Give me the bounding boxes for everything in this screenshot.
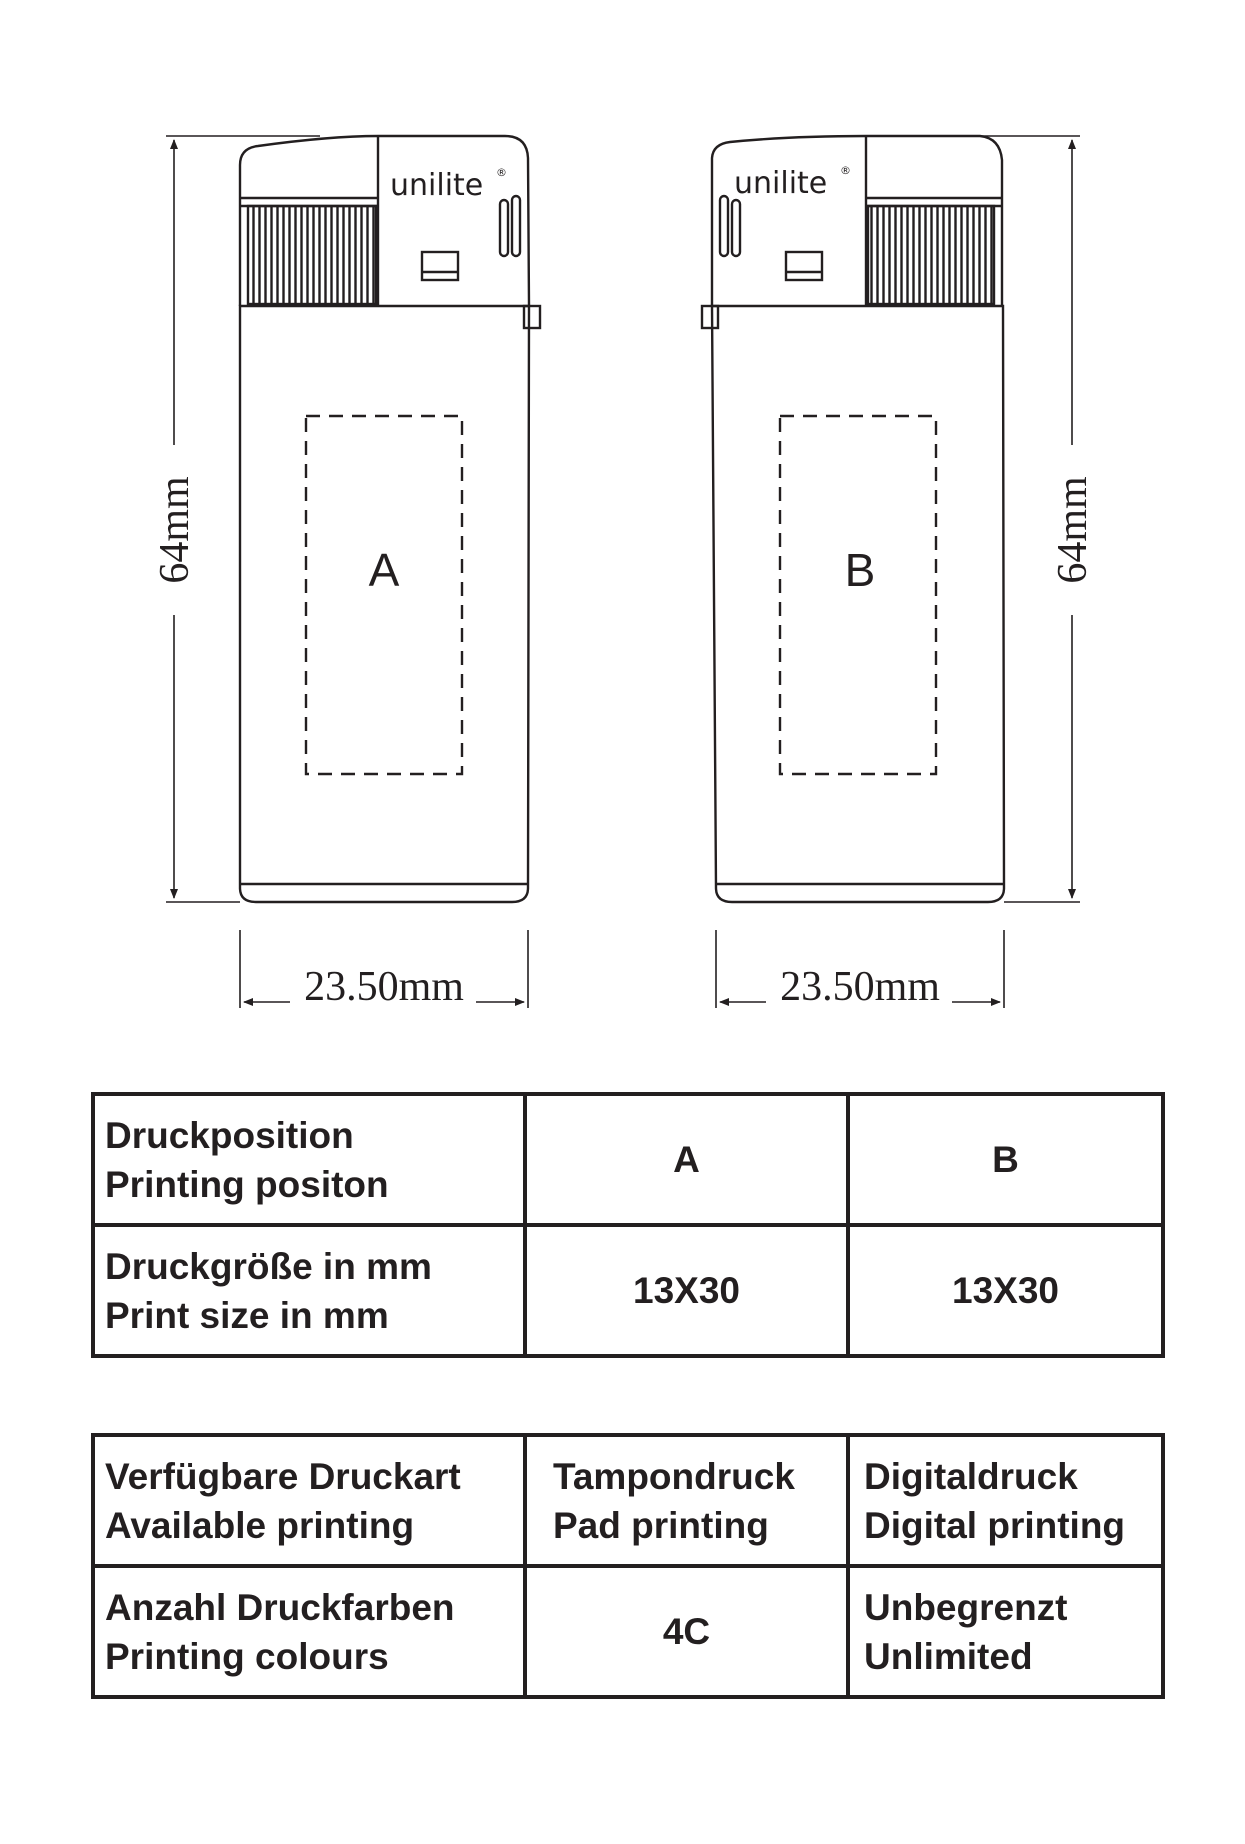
- label-german: Druckposition: [105, 1114, 354, 1156]
- printing-method-table: [91, 1433, 1165, 1699]
- thumbwheel: [248, 206, 376, 304]
- method-b-german: Digitaldruck: [864, 1455, 1078, 1497]
- label-german: Anzahl Druckfarben: [105, 1586, 455, 1628]
- method-a-english: Pad printing: [553, 1504, 769, 1546]
- colours-b-english: Unlimited: [864, 1635, 1033, 1677]
- side-slot-icon: [732, 200, 740, 256]
- thumbwheel: [868, 206, 994, 304]
- side-slot-icon: [512, 196, 520, 256]
- colours-b-cell: [848, 1566, 1163, 1697]
- height-label-left: 64mm: [152, 476, 198, 584]
- row-label-cell: [93, 1225, 525, 1356]
- body-outline: [240, 306, 529, 902]
- method-b-cell: [848, 1435, 1163, 1566]
- side-slot-icon: [500, 200, 508, 256]
- position-a-cell: A: [525, 1094, 848, 1225]
- registered-mark-right: ®: [840, 164, 851, 177]
- body-outline: [712, 306, 1004, 902]
- lighter-view-b: [702, 136, 1004, 902]
- label-german: Druckgröße in mm: [105, 1245, 432, 1287]
- child-safety-tab-icon: [524, 306, 540, 328]
- label-german: Verfügbare Druckart: [105, 1455, 461, 1497]
- row-label-cell: [93, 1435, 525, 1566]
- ignition-button-icon: [422, 252, 458, 280]
- side-slot-icon: [720, 196, 728, 256]
- child-safety-tab-icon: [702, 306, 718, 328]
- label-english: Available printing: [105, 1504, 415, 1546]
- table-row: [93, 1225, 1163, 1356]
- ignition-button-icon: [786, 252, 822, 280]
- size-a-cell: 13X30: [525, 1225, 848, 1356]
- position-b-cell: B: [848, 1094, 1163, 1225]
- label-english: Print size in mm: [105, 1294, 389, 1336]
- method-b-english: Digital printing: [864, 1504, 1126, 1546]
- zone-b-label: B: [844, 544, 876, 596]
- row-label-cell: [93, 1566, 525, 1697]
- brand-logo-right: unilite: [734, 166, 828, 201]
- print-position-table: [91, 1092, 1165, 1358]
- height-label-right: 64mm: [1050, 476, 1096, 584]
- width-label-left: 23.50mm: [304, 964, 464, 1010]
- method-a-cell: [525, 1435, 848, 1566]
- brand-logo-left: unilite: [390, 168, 484, 203]
- row-label-cell: [93, 1094, 525, 1225]
- width-label-right: 23.50mm: [780, 964, 940, 1010]
- size-b-cell: 13X30: [848, 1225, 1163, 1356]
- colours-a-cell: 4C: [525, 1566, 848, 1697]
- colours-b-german: Unbegrenzt: [864, 1586, 1068, 1628]
- table-row: [93, 1435, 1163, 1566]
- registered-mark-left: ®: [496, 166, 507, 179]
- label-english: Printing positon: [105, 1163, 389, 1205]
- table-row: [93, 1094, 1163, 1225]
- method-a-german: Tampondruck: [553, 1455, 795, 1497]
- label-english: Printing colours: [105, 1635, 389, 1677]
- zone-a-label: A: [368, 544, 400, 596]
- table-row: [93, 1566, 1163, 1697]
- lighter-view-a: [240, 136, 540, 902]
